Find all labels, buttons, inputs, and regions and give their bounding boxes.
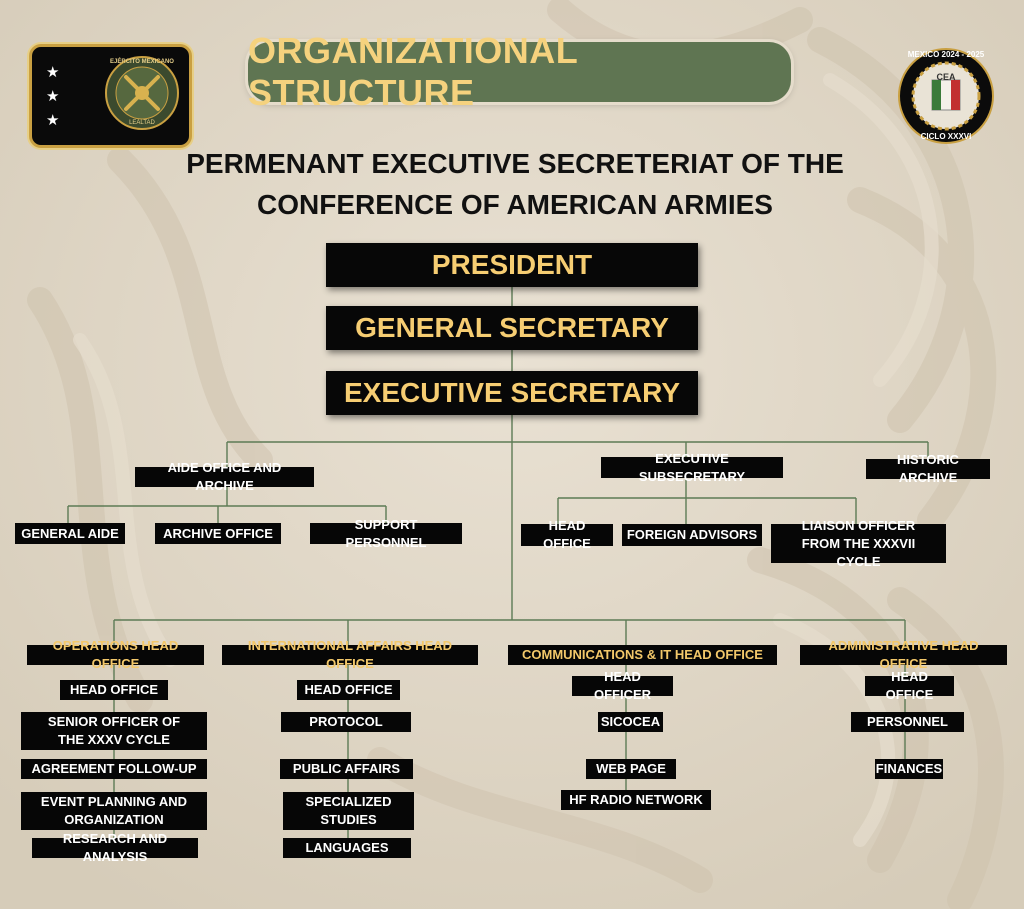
sicocea-box: SICOCEA (598, 712, 663, 732)
aide-office-box: AIDE OFFICE AND ARCHIVE (135, 467, 314, 487)
intl-head-office-box: HEAD OFFICE (297, 680, 400, 700)
general-aide-box: GENERAL AIDE (15, 523, 125, 544)
liaison-officer-box: LIAISON OFFICER FROM THE XXXVII CYCLE (771, 524, 946, 563)
archive-office-box: ARCHIVE OFFICE (155, 523, 281, 544)
research-analysis-box: RESEARCH AND ANALYSIS (32, 838, 198, 858)
communications-head-office-box: COMMUNICATIONS & IT HEAD OFFICE (508, 645, 777, 665)
head-officer-box: HEAD OFFICER (572, 676, 673, 696)
web-page-box: WEB PAGE (586, 759, 676, 779)
organization-name (150, 143, 880, 225)
seal-center-text: CEA (936, 72, 956, 82)
sub-head-office-box: HEAD OFFICE (521, 524, 613, 546)
president-box: PRESIDENT (326, 243, 698, 287)
emblem-motto: LEALTAD (129, 120, 155, 126)
international-affairs-head-office-box: INTERNATIONAL AFFAIRS HEAD OFFICE (222, 645, 478, 665)
operations-head-office-box: OPERATIONS HEAD OFFICE (27, 645, 204, 665)
star-icon: ★ (46, 112, 60, 129)
ops-head-office-box: HEAD OFFICE (60, 680, 168, 700)
page-title: ORGANIZATIONAL STRUCTURE (248, 42, 791, 102)
support-personnel-box: SUPPORT PERSONNEL (310, 523, 462, 544)
cea-seal (898, 46, 994, 152)
historic-archive-box: HISTORIC ARCHIVE (866, 459, 990, 479)
event-planning-box: EVENT PLANNING AND ORGANIZATION (21, 792, 207, 830)
star-icon: ★ (46, 88, 60, 105)
languages-box: LANGUAGES (283, 838, 411, 858)
general-secretary-box: GENERAL SECRETARY (326, 306, 698, 350)
subtitle-line-1: PERMENANT EXECUTIVE SECRETERIAT OF THE (186, 148, 844, 179)
executive-subsecretary-box: EXECUTIVE SUBSECRETARY (601, 457, 783, 478)
agreement-follow-up-box: AGREEMENT FOLLOW-UP (21, 759, 207, 779)
seal-bottom-text: CICLO XXXVI (920, 132, 972, 141)
subtitle-line-2: CONFERENCE OF AMERICAN ARMIES (257, 189, 773, 220)
star-icon: ★ (46, 64, 60, 81)
army-emblem-badge (29, 44, 192, 148)
seal-top-text: MEXICO 2024 - 2025 (907, 50, 985, 59)
personnel-box: PERSONNEL (851, 712, 964, 732)
executive-secretary-box: EXECUTIVE SECRETARY (326, 371, 698, 415)
emblem-text: EJÉRCITO MEXICANO (110, 59, 174, 65)
public-affairs-box: PUBLIC AFFAIRS (280, 759, 413, 779)
protocol-box: PROTOCOL (281, 712, 411, 732)
hf-radio-network-box: HF RADIO NETWORK (561, 790, 711, 810)
senior-officer-box: SENIOR OFFICER OF THE XXXV CYCLE (21, 712, 207, 750)
specialized-studies-box: SPECIALIZED STUDIES (283, 792, 414, 830)
finances-box: FINANCES (875, 759, 943, 779)
administrative-head-office-box: ADMINISTRATIVE HEAD OFFICE (800, 645, 1007, 665)
admin-head-office-box: HEAD OFFICE (865, 676, 954, 696)
foreign-advisors-box: FOREIGN ADVISORS (622, 524, 762, 546)
